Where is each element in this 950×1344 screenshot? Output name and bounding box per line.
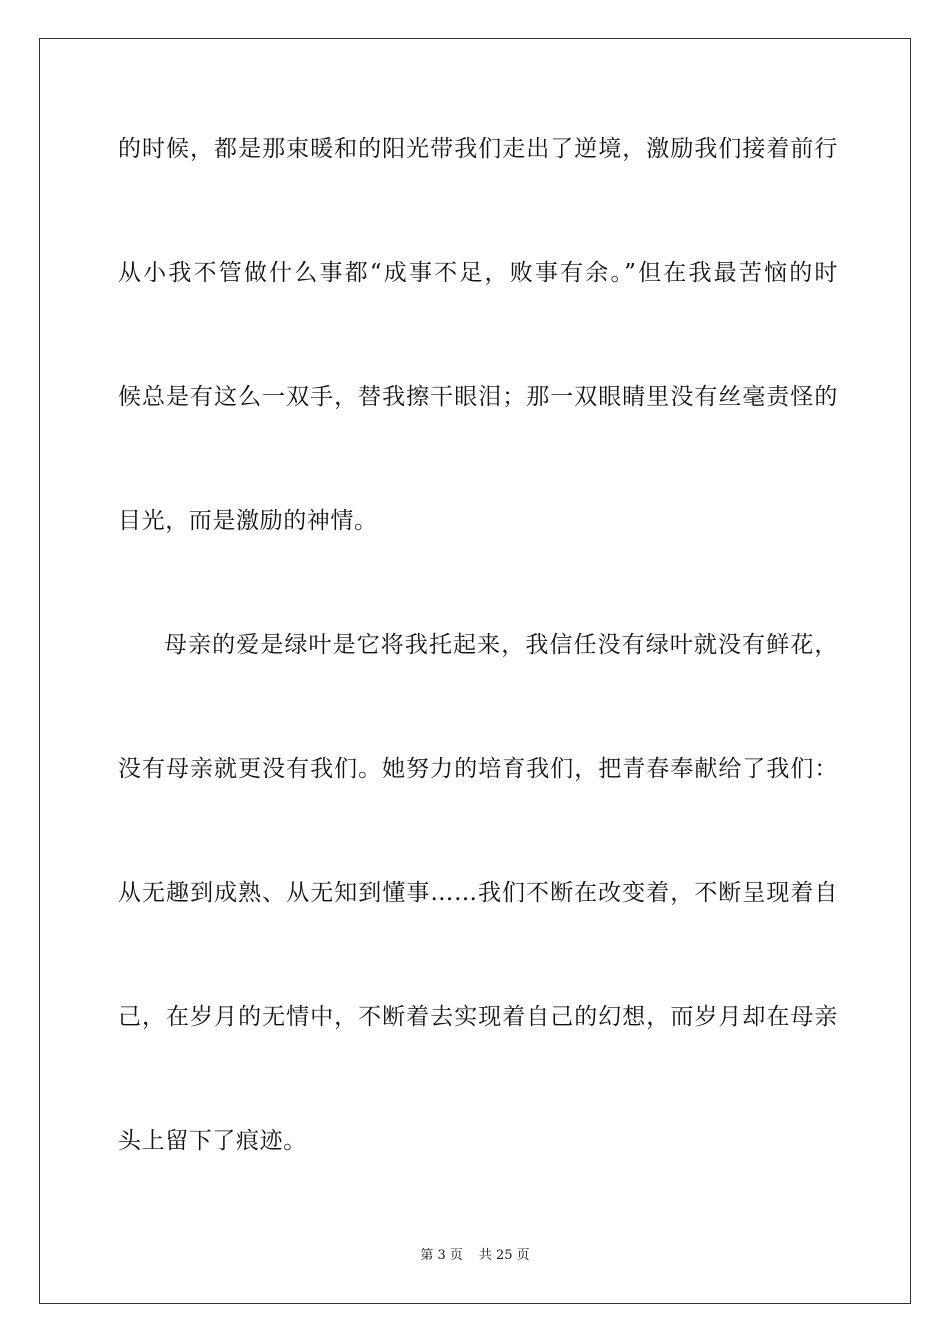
page-border: [39, 38, 911, 1304]
paragraph-line-3: 候总是有这么一双手，替我擦干眼泪；那一双眼睛里没有丝毫责怪的: [118, 384, 838, 410]
page-number: 第 3 页: [420, 1248, 463, 1263]
paragraph-line-1: 的时候，都是那束暖和的阳光带我们走出了逆境，激励我们接着前行: [118, 136, 838, 162]
paragraph-line-6: 没有母亲就更没有我们。她努力的培育我们，把青春奉献给了我们：: [118, 756, 838, 782]
paragraph-line-9: 头上留下了痕迹。: [118, 1128, 307, 1154]
paragraph-line-5: 母亲的爱是绿叶是它将我托起来，我信任没有绿叶就没有鲜花，: [164, 632, 838, 658]
paragraph-line-8: 己，在岁月的无情中，不断着去实现着自己的幻想，而岁月却在母亲: [118, 1004, 838, 1030]
paragraph-line-4: 目光，而是激励的神情。: [118, 508, 378, 534]
page-footer: [0, 1248, 950, 1264]
paragraph-line-2: 从小我不管做什么事都“成事不足，败事有余。”但在我最苦恼的时: [118, 260, 838, 286]
paragraph-line-7: 从无趣到成熟、从无知到懂事……我们不断在改变着，不断呈现着自: [118, 880, 838, 906]
total-pages: 共 25 页: [478, 1248, 530, 1263]
